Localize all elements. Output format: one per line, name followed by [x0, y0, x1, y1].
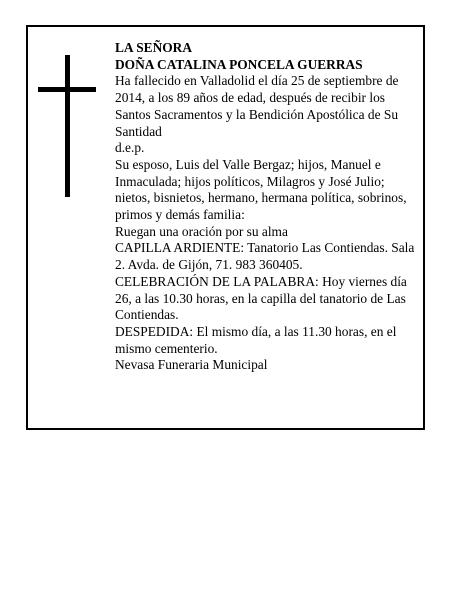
cross-icon	[38, 55, 96, 197]
funeral-home: Nevasa Funeraria Municipal	[115, 357, 268, 373]
deceased-name: DOÑA CATALINA PONCELA GUERRAS	[115, 56, 363, 72]
cross-horizontal-bar	[38, 87, 96, 92]
dep-line: d.e.p.	[115, 140, 145, 156]
family-list: Su esposo, Luis del Valle Bergaz; hijos, Manuel e Inmaculada; hijos políticos, Milagros y José Julio; nietos, bisnietos, hermano, hermana política, sobrinos, primos y demás familia:	[115, 156, 407, 223]
prayer-request: Ruegan una oración por su alma	[115, 223, 288, 239]
farewell-info: DESPEDIDA: El mismo día, a las 11.30 horas, en el mismo cementerio.	[115, 323, 397, 356]
chapel-info: CAPILLA ARDIENTE: Tanatorio Las Contiendas. Sala 2. Avda. de Gijón, 71. 983 360405.	[115, 240, 415, 273]
cross-vertical-bar	[65, 55, 70, 197]
notice-title: LA SEÑORA	[115, 40, 193, 55]
notice-text	[115, 40, 415, 374]
obituary-notice	[26, 25, 425, 430]
death-announcement: Ha fallecido en Valladolid el día 25 de septiembre de 2014, a los 89 años de edad, después de recibir los Santos Sacramentos y la Bendición Apostólica de Su Santidad	[115, 73, 399, 139]
celebration-info: CELEBRACIÓN DE LA PALABRA: Hoy viernes día 26, a las 10.30 horas, en la capilla del tanatorio de Las Contiendas.	[115, 273, 407, 323]
